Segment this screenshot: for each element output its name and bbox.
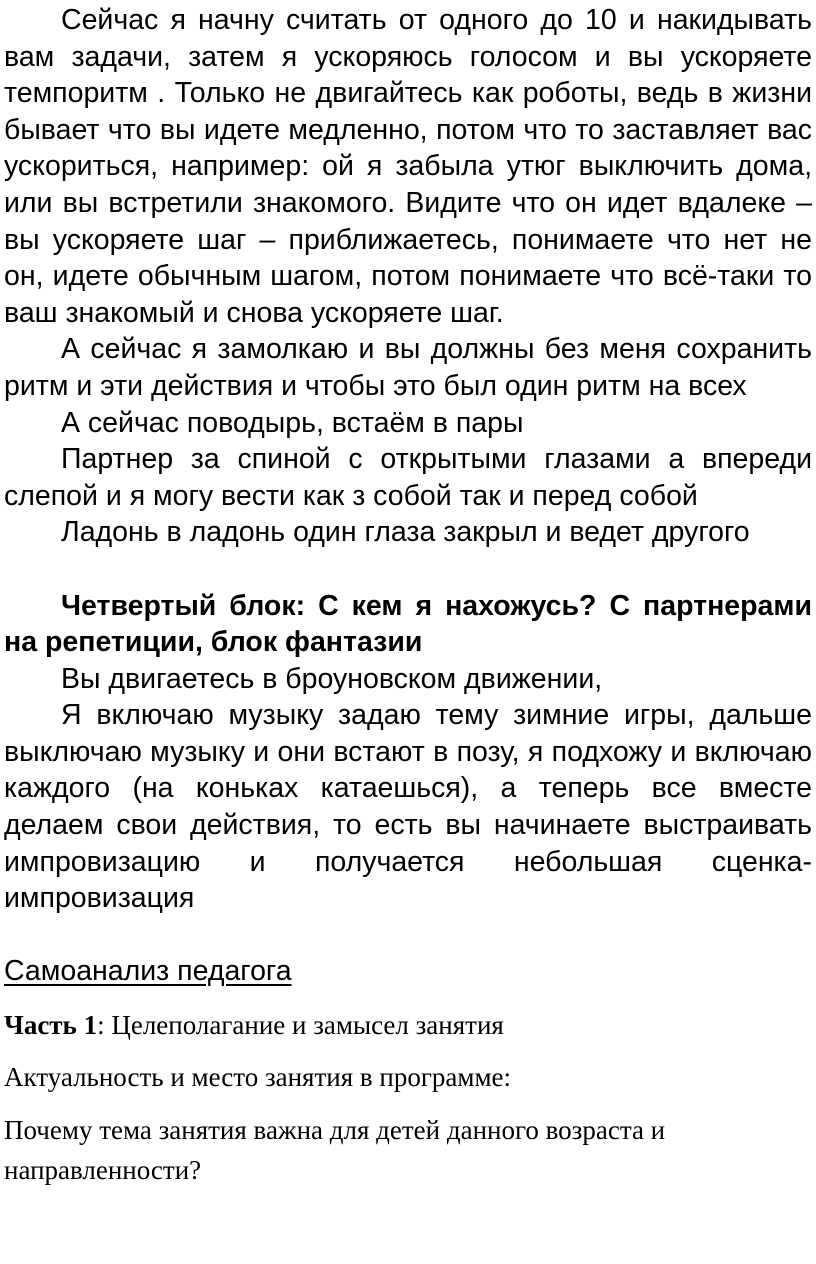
paragraph-brownian-motion: Вы двигаетесь в броуновском движении,	[61, 662, 603, 695]
paragraph-guide-pairs: А сейчас поводырь, встаём в пары	[61, 406, 524, 439]
paragraph-partner-behind: Партнер за спиной с открытыми глазами а впереди слепой и я могу вести как з собой так и перед собой	[4, 443, 812, 512]
spacer	[4, 917, 812, 953]
main-text-block	[4, 2, 812, 917]
section-heading-fourth-block: Четвертый блок: С кем я нахожусь? С партнерами на репетиции, блок фантазии	[4, 589, 812, 659]
paragraph-counting-tempo: Сейчас я начну считать от одного до 10 и накидывать вам задачи, затем я ускоряюсь голосом и вы ускоряете темпоритм . Только не двигайтесь как роботы, ведь в жизни бывает что вы идете медленно, потом что то заставляет вас ускориться, например: ой я забыла утюг выключить дома, или вы встретили знакомого. Видите что он идет вдалеке – вы ускоряете шаг – приближаетесь, понимаете что нет не он, идете обычным шагом, потом понимаете что всё-таки то ваш знакомый и снова ускоряете шаг.	[4, 4, 812, 329]
part-one-text: : Целеполагание и замысел занятия	[97, 1009, 504, 1040]
document-page	[4, 0, 812, 1190]
self-analysis-title: Самоанализ педагога	[4, 954, 292, 987]
part-one-line	[4, 1005, 812, 1045]
paragraph-palm-to-palm: Ладонь в ладонь один глаза закрыл и ведет другого	[61, 516, 750, 549]
paragraph-music-improvisation: Я включаю музыку задаю тему зимние игры, дальше выключаю музыку и они встают в позу, я подхожу и включаю каждого (на коньках катаешься), а теперь все вместе делаем свои действия, то есть вы начинаете выстраивать импровизацию и получается небольшая сценка-импровизация	[4, 699, 812, 915]
part-one-label: Часть 1	[4, 1009, 98, 1040]
paragraph-keep-rhythm: А сейчас я замолкаю и вы должны без меня сохранить ритм и эти действия и чтобы это был один ритм на всех	[4, 333, 812, 402]
relevance-question: Актуальность и место занятия в программе:	[4, 1061, 512, 1092]
importance-question: Почему тема занятия важна для детей данного возраста и направленности?	[4, 1114, 666, 1185]
